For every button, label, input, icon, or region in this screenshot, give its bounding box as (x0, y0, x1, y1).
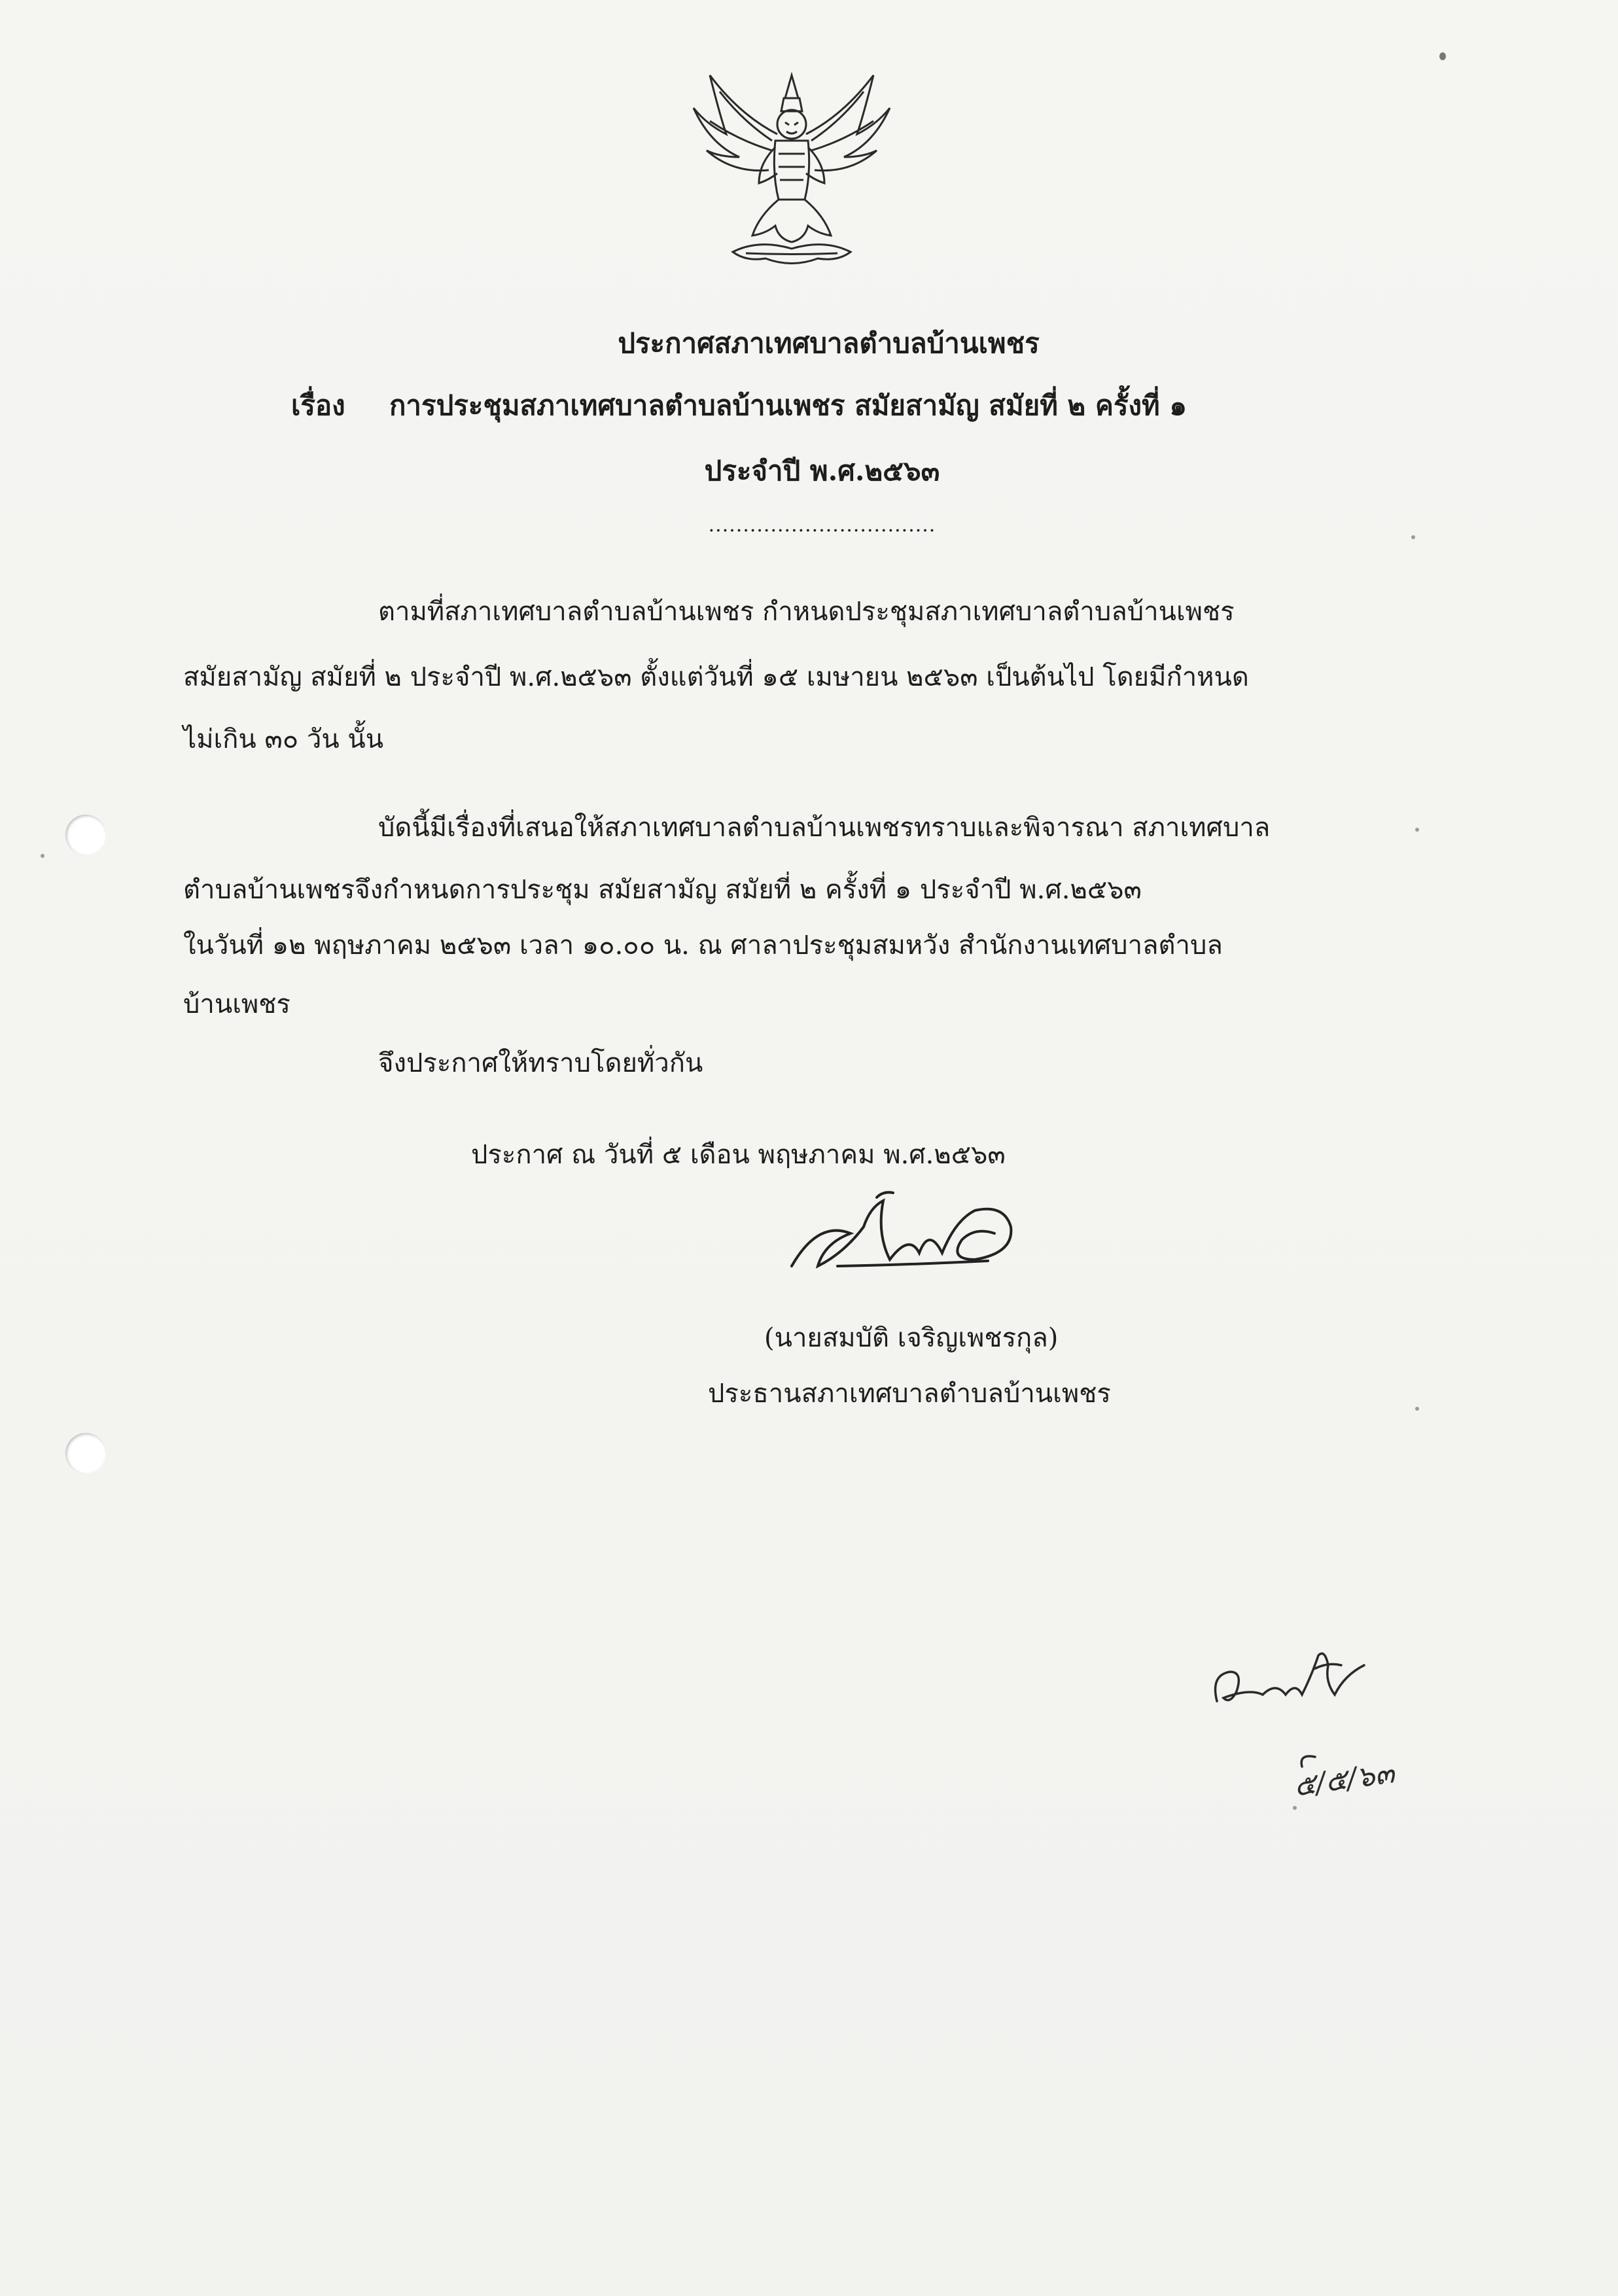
speck (1439, 52, 1446, 60)
paragraph-2-line-3: ในวันที่ ๑๒ พฤษภาคม ๒๕๖๓ เวลา ๑๐.๐๐ น. ณ ศาลาประชุมสมหวัง สำนักงานเทศบาลตำบล (183, 930, 1223, 961)
punch-hole-bottom (65, 1433, 106, 1474)
speck (1415, 1407, 1419, 1411)
subject-text: การประชุมสภาเทศบาลตำบลบ้านเพชร สมัยสามัญ สมัยที่ ๒ ครั้งที่ ๑ (389, 389, 1187, 421)
paragraph-1-line-1: ตามที่สภาเทศบาลตำบลบ้านเพชร กำหนดประชุมสภาเทศบาลตำบลบ้านเพชร (378, 597, 1235, 627)
garuda-emblem-icon (680, 62, 903, 278)
handwritten-date-note: ๕/๕/๖๓ (1292, 1756, 1397, 1803)
signer-name: (นายสมบัติ เจริญเพชรกุล) (764, 1323, 1059, 1353)
paragraph-2-line-2: ตำบลบ้านเพชรจึงกำหนดการประชุม สมัยสามัญ สมัยที่ ๒ ครั้งที่ ๑ ประจำปี พ.ศ.๒๕๖๓ (183, 875, 1142, 905)
speck (41, 854, 44, 858)
separator: ................................. (708, 514, 936, 537)
punch-hole-top (65, 815, 106, 855)
signer-position: ประธานสภาเทศบาลตำบลบ้านเพชร (708, 1379, 1111, 1409)
paragraph-2-line-1: บัดนี้มีเรื่องที่เสนอให้สภาเทศบาลตำบลบ้านเพชรทราบและพิจารณา สภาเทศบาล (378, 813, 1271, 843)
closing-line: จึงประกาศให้ทราบโดยทั่วกัน (378, 1048, 703, 1078)
speck (1293, 1806, 1297, 1810)
year-line: ประจำปี พ.ศ.๒๕๖๓ (704, 455, 940, 487)
paragraph-1-line-2: สมัยสามัญ สมัยที่ ๒ ประจำปี พ.ศ.๒๕๖๓ ตั้งแต่วันที่ ๑๕ เมษายน ๒๕๖๓ เป็นต้นไป โดยมีกำหนด (183, 662, 1249, 692)
date-line: ประกาศ ณ วันที่ ๕ เดือน พฤษภาคม พ.ศ.๒๕๖๓ (471, 1140, 1006, 1170)
subject-label: เรื่อง (291, 389, 345, 421)
document-title: ประกาศสภาเทศบาลตำบลบ้านเพชร (618, 327, 1040, 359)
speck (1415, 828, 1419, 832)
paragraph-2-line-4: บ้านเพชร (183, 989, 290, 1019)
subject-line (291, 386, 1187, 425)
speck (1411, 535, 1415, 539)
paragraph-1-line-3: ไม่เกิน ๓๐ วัน นั้น (183, 724, 384, 754)
handwritten-signature (779, 1181, 1027, 1292)
handwritten-initials (1204, 1629, 1413, 1806)
